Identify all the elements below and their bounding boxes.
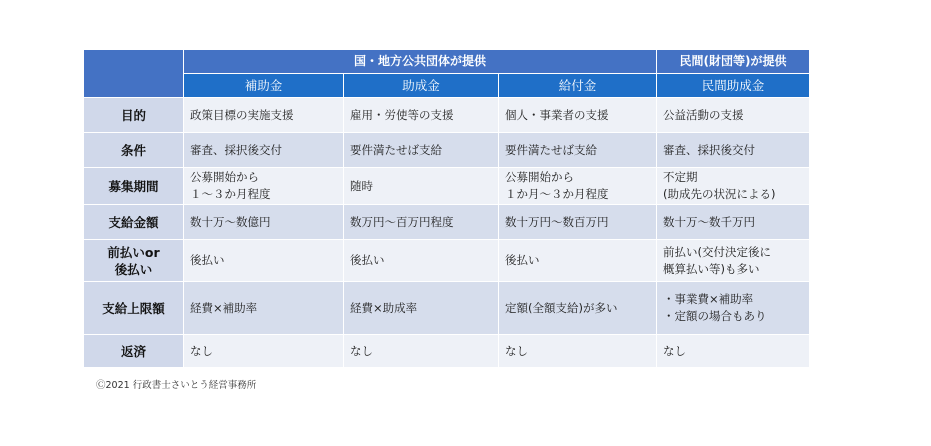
copyright-footer: Ⓒ2021 行政書士さいとう経営事務所: [96, 380, 257, 391]
group-header-public: 国・地方公共団体が提供: [184, 50, 657, 74]
table-cell: 数十万～数億円: [184, 205, 344, 240]
table-row: [84, 335, 810, 368]
row-header-purpose: 目的: [84, 98, 184, 133]
row-header-amount: 支給金額: [84, 205, 184, 240]
table-cell: 経費×助成率: [344, 282, 499, 335]
table-cell: 要件満たせば支給: [344, 133, 499, 168]
table-row: [84, 98, 810, 133]
table-cell: ・事業費×補助率 ・定額の場合もあり: [657, 282, 810, 335]
table-cell: 政策目標の実施支援: [184, 98, 344, 133]
table-cell: 数万円～百万円程度: [344, 205, 499, 240]
table-cell: 不定期 (助成先の状況による): [657, 168, 810, 205]
table-row: [84, 168, 810, 205]
column-header-row: [84, 74, 810, 98]
table-cell: なし: [184, 335, 344, 368]
table-cell: 経費×補助率: [184, 282, 344, 335]
row-header-repayment: 返済: [84, 335, 184, 368]
table-cell: 定額(全額支給)が多い: [499, 282, 657, 335]
table-cell: 後払い: [344, 240, 499, 282]
table-cell: 要件満たせば支給: [499, 133, 657, 168]
table-cell: 随時: [344, 168, 499, 205]
column-header-minkan-joseikin: 民間助成金: [657, 74, 810, 98]
table-row: [84, 240, 810, 282]
row-header-conditions: 条件: [84, 133, 184, 168]
table-row: [84, 205, 810, 240]
table-cell: 数十万～数千万円: [657, 205, 810, 240]
table-row: [84, 133, 810, 168]
column-header-hojokin: 補助金: [184, 74, 344, 98]
table-cell: 審査、採択後交付: [184, 133, 344, 168]
table-cell: 前払い(交付決定後に 概算払い等)も多い: [657, 240, 810, 282]
group-header-row: [84, 50, 810, 74]
row-header-max-amount: 支給上限額: [84, 282, 184, 335]
row-header-payment-timing: 前払いor 後払い: [84, 240, 184, 282]
table-cell: 公募開始から １か月～３か月程度: [499, 168, 657, 205]
table-cell: 公募開始から １～３か月程度: [184, 168, 344, 205]
table-cell: 後払い: [499, 240, 657, 282]
row-header-application-period: 募集期間: [84, 168, 184, 205]
table-cell: なし: [499, 335, 657, 368]
column-header-joseikin: 助成金: [344, 74, 499, 98]
comparison-table: [83, 49, 810, 368]
table-cell: なし: [657, 335, 810, 368]
column-header-kyufukin: 給付金: [499, 74, 657, 98]
table-cell: 数十万円～数百万円: [499, 205, 657, 240]
table-cell: 後払い: [184, 240, 344, 282]
corner-cell: [84, 50, 184, 98]
table-row: [84, 282, 810, 335]
table-cell: 審査、採択後交付: [657, 133, 810, 168]
table-cell: 公益活動の支援: [657, 98, 810, 133]
table-cell: 個人・事業者の支援: [499, 98, 657, 133]
table-cell: なし: [344, 335, 499, 368]
group-header-private: 民間(財団等)が提供: [657, 50, 810, 74]
table-cell: 雇用・労使等の支援: [344, 98, 499, 133]
